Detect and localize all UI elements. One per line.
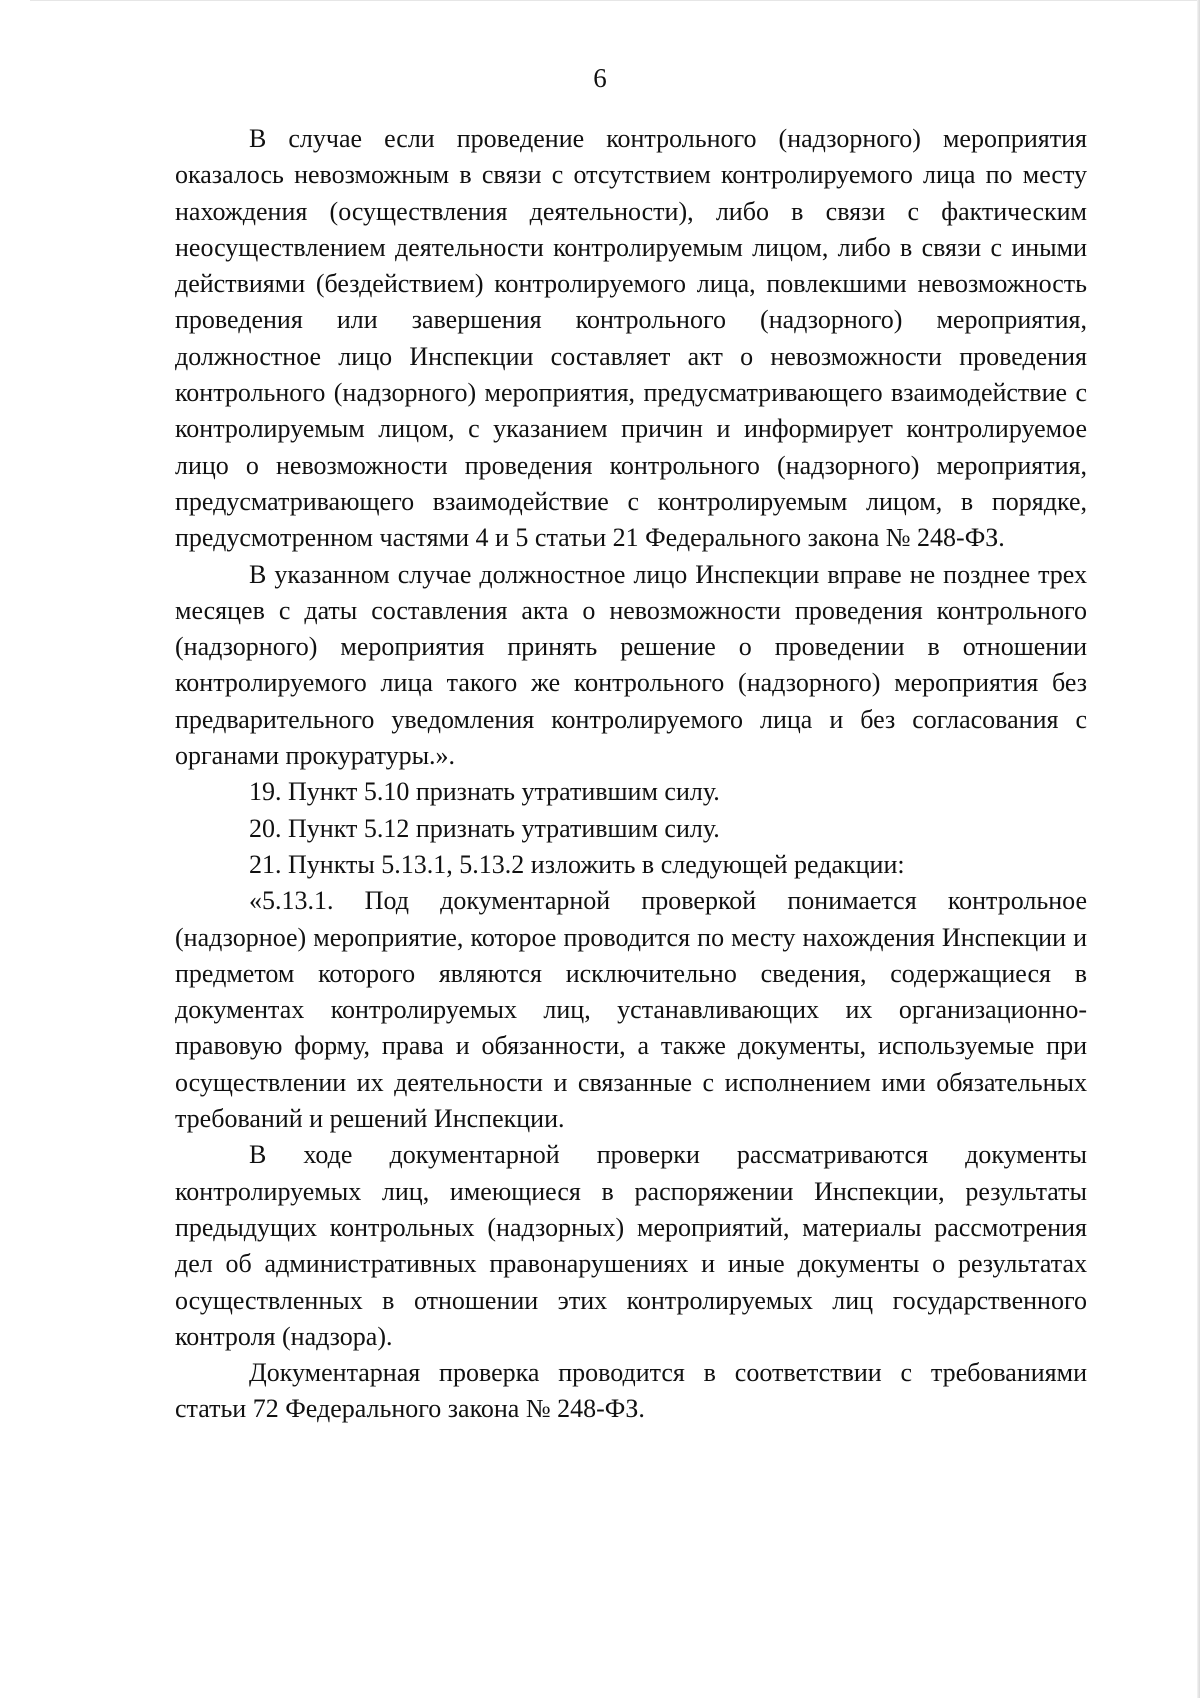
paragraph-item-20: 20. Пункт 5.12 признать утратившим силу. (249, 813, 720, 843)
page-top-border (30, 0, 1200, 1)
paragraph-documentary-review: В ходе документарной проверки рассматриваются документы контролируемых лиц, имеющиеся в распоряжении Инспекции, результаты предыдущих контрольных (надзорных) мероприятий, материалы рассмотрения дел об административных правонарушениях и иные документы о результатах осуществленных в отношении этих контролируемых лиц государственного контроля (надзора). (175, 1140, 1087, 1351)
document-body (175, 121, 1087, 1428)
paragraph-5-13-1: «5.13.1. Под документарной проверкой понимается контрольное (надзорное) мероприятие, которое проводится по месту нахождения Инспекции и предметом которого являются исключительно сведения, содержащиеся в документах контролируемых лиц, устанавливающих их организационно-правовую форму, права и обязанности, а также документы, используемые при осуществлении их деятельности и связанные с исполнением ими обязательных требований и решений Инспекции. (175, 886, 1087, 1134)
paragraph-impossibility-act: В случае если проведение контрольного (надзорного) мероприятия оказалось невозможным в связи с отсутствием контролируемого лица по месту нахождения (осуществления деятельности), либо в связи с фактическим неосуществлением деятельности контролируемым лицом, либо в связи с иными действиями (бездействием) контролируемого лица, повлекшими невозможность проведения или завершения контрольного (надзорного) мероприятия, должностное лицо Инспекции составляет акт о невозможности проведения контрольного (надзорного) мероприятия, предусматривающего взаимодействие с контролируемым лицом, с указанием причин и информирует контролируемое лицо о невозможности проведения контрольного (надзорного) мероприятия, предусматривающего взаимодействие с контролируемым лицом, в порядке, предусмотренном частями 4 и 5 статьи 21 Федерального закона № 248-ФЗ. (175, 124, 1087, 553)
page-number: 6 (593, 63, 607, 93)
paragraph-item-21: 21. Пункты 5.13.1, 5.13.2 изложить в следующей редакции: (249, 849, 905, 879)
paragraph-article-72: Документарная проверка проводится в соответствии с требованиями статьи 72 Федерального закона № 248-ФЗ. (175, 1358, 1087, 1424)
paragraph-item-19: 19. Пункт 5.10 признать утратившим силу. (249, 777, 720, 807)
paragraph-repeat-inspection: В указанном случае должностное лицо Инспекции вправе не позднее трех месяцев с даты составления акта о невозможности проведения контрольного (надзорного) мероприятия принять решение о проведении в отношении контролируемого лица такого же контрольного (надзорного) мероприятия без предварительного уведомления контролируемого лица и без согласования с органами прокуратуры.». (175, 559, 1087, 771)
